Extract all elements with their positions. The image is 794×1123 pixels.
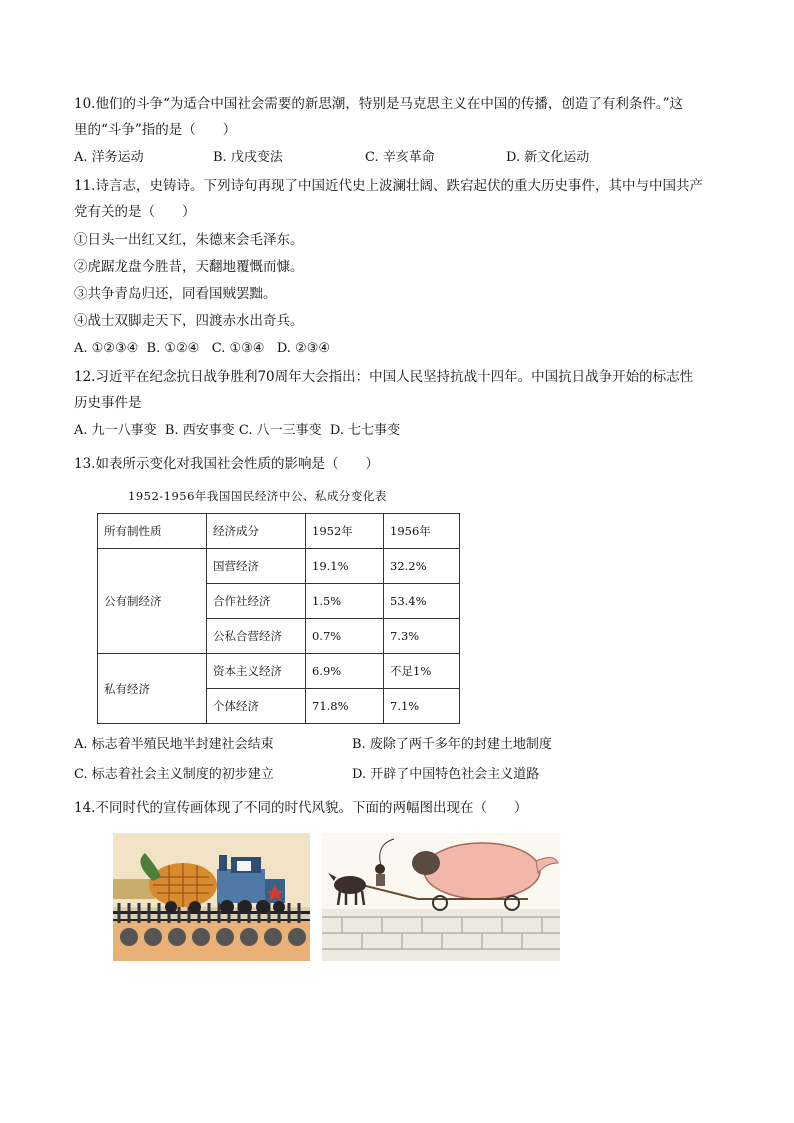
q11-stem-line2: 党有关的是（ ） (74, 204, 196, 220)
table-cell: 6.9% (306, 654, 384, 689)
public-ownership-cell: 公有制经济 (98, 549, 207, 654)
table-row (98, 549, 460, 584)
q13-option-c: C. 标志着社会主义制度的初步建立 (74, 767, 274, 782)
poster-pig-cart-image (322, 833, 560, 961)
q13-stem: 13.如表所示变化对我国社会性质的影响是（ ） (74, 456, 379, 472)
q12-stem-line1: 12.习近平在纪念抗日战争胜利70周年大会指出：中国人民坚持抗战十四年。中国抗日战争开始的标志性 (74, 369, 694, 385)
economy-table (97, 513, 460, 724)
table-cell: 0.7% (306, 619, 384, 654)
q10-option-b: B. 戊戌变法 (213, 150, 283, 165)
table-cell: 19.1% (306, 549, 384, 584)
q13-option-d: D. 开辟了中国特色社会主义道路 (352, 767, 540, 782)
q12-stem-line2: 历史事件是 (74, 395, 142, 411)
table-caption: 1952-1956年我国国民经济中公、私成分变化表 (128, 489, 387, 503)
table-row (98, 654, 460, 689)
table-header-row (98, 514, 460, 549)
table-cell: 7.1% (384, 689, 460, 724)
q13-option-a: A. 标志着半殖民地半封建社会结束 (74, 737, 274, 752)
table-cell: 53.4% (384, 584, 460, 619)
q10-option-d: D. 新文化运动 (506, 150, 590, 165)
q10-stem-line2: 里的“斗争”指的是（ ） (74, 122, 237, 138)
table-header: 经济成分 (207, 514, 306, 549)
table-header: 1956年 (384, 514, 460, 549)
table-cell: 7.3% (384, 619, 460, 654)
q10-option-c: C. 辛亥革命 (365, 150, 435, 165)
table-cell: 公私合营经济 (207, 619, 306, 654)
grain-train-illustration (113, 833, 310, 961)
table-cell: 1.5% (306, 584, 384, 619)
table-header: 1952年 (306, 514, 384, 549)
table-cell: 32.2% (384, 549, 460, 584)
table-cell: 资本主义经济 (207, 654, 306, 689)
q11-poem-1: ①日头一出红又红，朱德来会毛泽东。 (74, 232, 304, 248)
table-cell: 合作社经济 (207, 584, 306, 619)
private-ownership-cell: 私有经济 (98, 654, 207, 724)
table-cell: 71.8% (306, 689, 384, 724)
q13-option-b: B. 废除了两千多年的封建土地制度 (352, 737, 552, 752)
q10-stem-line1: 10.他们的斗争“为适合中国社会需要的新思潮，特别是马克思主义在中国的传播，创造了有利条件。”这 (74, 96, 684, 112)
q11-poem-4: ④战士双脚走天下，四渡赤水出奇兵。 (74, 313, 304, 329)
q11-poem-2: ②虎踞龙盘今胜昔，天翻地覆慨而慷。 (74, 259, 304, 275)
poster-grain-train-image (113, 833, 310, 961)
q11-poem-3: ③共争青岛归还，同看国贼罢黜。 (74, 286, 277, 302)
pig-cart-illustration (322, 833, 560, 961)
q11-options: A. ①②③④ B. ①②④ C. ①③④ D. ②③④ (74, 341, 331, 356)
q10-option-a: A. 洋务运动 (74, 150, 144, 165)
q14-stem: 14.不同时代的宣传画体现了不同的时代风貌。下面的两幅图出现在（ ） (74, 800, 528, 816)
q12-options: A. 九一八事变 B. 西安事变 C. 八一三事变 D. 七七事变 (74, 423, 401, 438)
table-cell: 个体经济 (207, 689, 306, 724)
table-header: 所有制性质 (98, 514, 207, 549)
table-cell: 国营经济 (207, 549, 306, 584)
table-cell: 不足1% (384, 654, 460, 689)
q11-stem-line1: 11.诗言志，史铸诗。下列诗句再现了中国近代史上波澜壮阔、跌宕起伏的重大历史事件，其中与中国共产 (74, 178, 703, 194)
